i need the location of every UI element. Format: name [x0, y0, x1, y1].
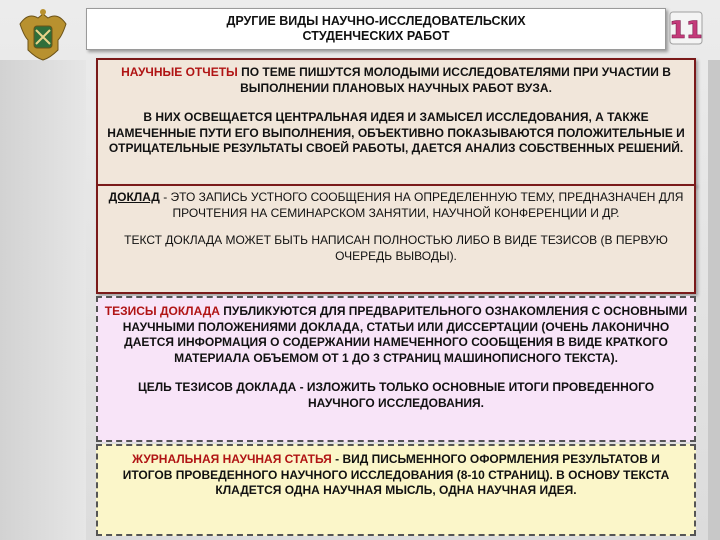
article-text1: - ВИД ПИСЬМЕННОГО ОФОРМЛЕНИЯ РЕЗУЛЬТАТОВ И ИТОГОВ ПРОВЕДЕННОГО НАУЧНОГО ИССЛЕДОВАНИЯ (8-10 СТРАНИЦ). В ОСНОВУ ТЕКСТА КЛАДЕТСЯ ОДНА НАУЧНАЯ МЫСЛЬ, ОДНА НАУЧНАЯ ИДЕЯ.: [122, 452, 670, 498]
report-box: [96, 184, 696, 294]
article-box: [96, 444, 696, 536]
reports-definition: [106, 65, 686, 96]
report-text2: ТЕКСТ ДОКЛАДА МОЖЕТ БЫТЬ НАПИСАН ПОЛНОСТЬЮ ЛИБО В ВИДЕ ТЕЗИСОВ (В ПЕРВУЮ ОЧЕРЕДЬ ВЫВОДЫ).: [124, 233, 668, 263]
page-title: ДРУГИЕ ВИДЫ НАУЧНО-ИССЛЕДОВАТЕЛЬСКИХ СТУДЕНЧЕСКИХ РАБОТ: [226, 14, 526, 43]
theses-text2: ЦЕЛЬ ТЕЗИСОВ ДОКЛАДА - ИЗЛОЖИТЬ ТОЛЬКО ОСНОВНЫЕ ИТОГИ ПРОВЕДЕННОГО НАУЧНОГО ИССЛЕДОВАНИЯ.: [137, 380, 655, 410]
spacer: [104, 366, 688, 380]
report-definition: [108, 190, 684, 221]
article-definition: [108, 452, 684, 499]
title-box: [86, 8, 666, 50]
theses-definition: [104, 304, 688, 366]
spacer: [106, 96, 686, 110]
spacer: [108, 221, 684, 233]
right-decor-strip: [708, 60, 720, 540]
page-number-icon: [668, 10, 704, 46]
reports-term: НАУЧНЫЕ ОТЧЕТЫ: [121, 65, 238, 79]
reports-text2: В НИХ ОСВЕЩАЕТСЯ ЦЕНТРАЛЬНАЯ ИДЕЯ И ЗАМЫСЕЛ ИССЛЕДОВАНИЯ, А ТАКЖЕ НАМЕЧЕННЫЕ ПУТИ ЕГО ВЫПОЛНЕНИЯ, ОБЪЕКТИВНО ПОКАЗЫВАЮТСЯ ПОЛОЖИТЕЛЬНЫЕ И ОТРИЦАТЕЛЬНЫЕ РЕЗУЛЬТАТЫ СВОЕЙ РАБОТЫ, ДАЕТСЯ АНАЛИЗ СОБСТВЕННЫХ РЕШЕНИЙ.: [107, 110, 685, 156]
theses-text1: ПУБЛИКУЮТСЯ ДЛЯ ПРЕДВАРИТЕЛЬНОГО ОЗНАКОМЛЕНИЯ С ОСНОВНЫМИ НАУЧНЫМИ ПОЛОЖЕНИЯМИ ДОКЛАДА, СТАТЬИ ИЛИ ДИССЕРТАЦИИ (ОЧЕНЬ ЛАКОНИЧНО ДАЕТСЯ ИНФОРМАЦИЯ О СОДЕРЖАНИИ НАМЕЧЕННОГО СООБЩЕНИЯ В ВИДЕ КРАТКОГО МАТЕРИАЛА ОБЪЕМОМ ОТ 1 ДО 3 СТРАНИЦ МАШИНОПИСНОГО ТЕКСТА).: [122, 304, 688, 365]
coat-of-arms-icon: [14, 6, 72, 64]
report-text1: - ЭТО ЗАПИСЬ УСТНОГО СООБЩЕНИЯ НА ОПРЕДЕЛЕННУЮ ТЕМУ, ПРЕДНАЗНАЧЕН ДЛЯ ПРОЧТЕНИЯ НА СЕМИНАРСКОМ ЗАНЯТИИ, НАУЧНОЙ КОНФЕРЕНЦИИ И ДР.: [159, 190, 684, 220]
report-term: ДОКЛАД: [108, 190, 160, 204]
theses-box: [96, 296, 696, 442]
reports-box: [96, 58, 696, 186]
page-number: 11: [669, 16, 703, 44]
theses-term: ТЕЗИСЫ ДОКЛАДА: [104, 304, 220, 318]
left-decor-strip: [0, 60, 86, 540]
article-term: ЖУРНАЛЬНАЯ НАУЧНАЯ СТАТЬЯ: [132, 452, 332, 466]
reports-text1: ПО ТЕМЕ ПИШУТСЯ МОЛОДЫМИ ИССЛЕДОВАТЕЛЯМИ ПРИ УЧАСТИИ В ВЫПОЛНЕНИИ ПЛАНОВЫХ НАУЧНЫХ РАБОТ ВУЗА.: [237, 65, 671, 95]
